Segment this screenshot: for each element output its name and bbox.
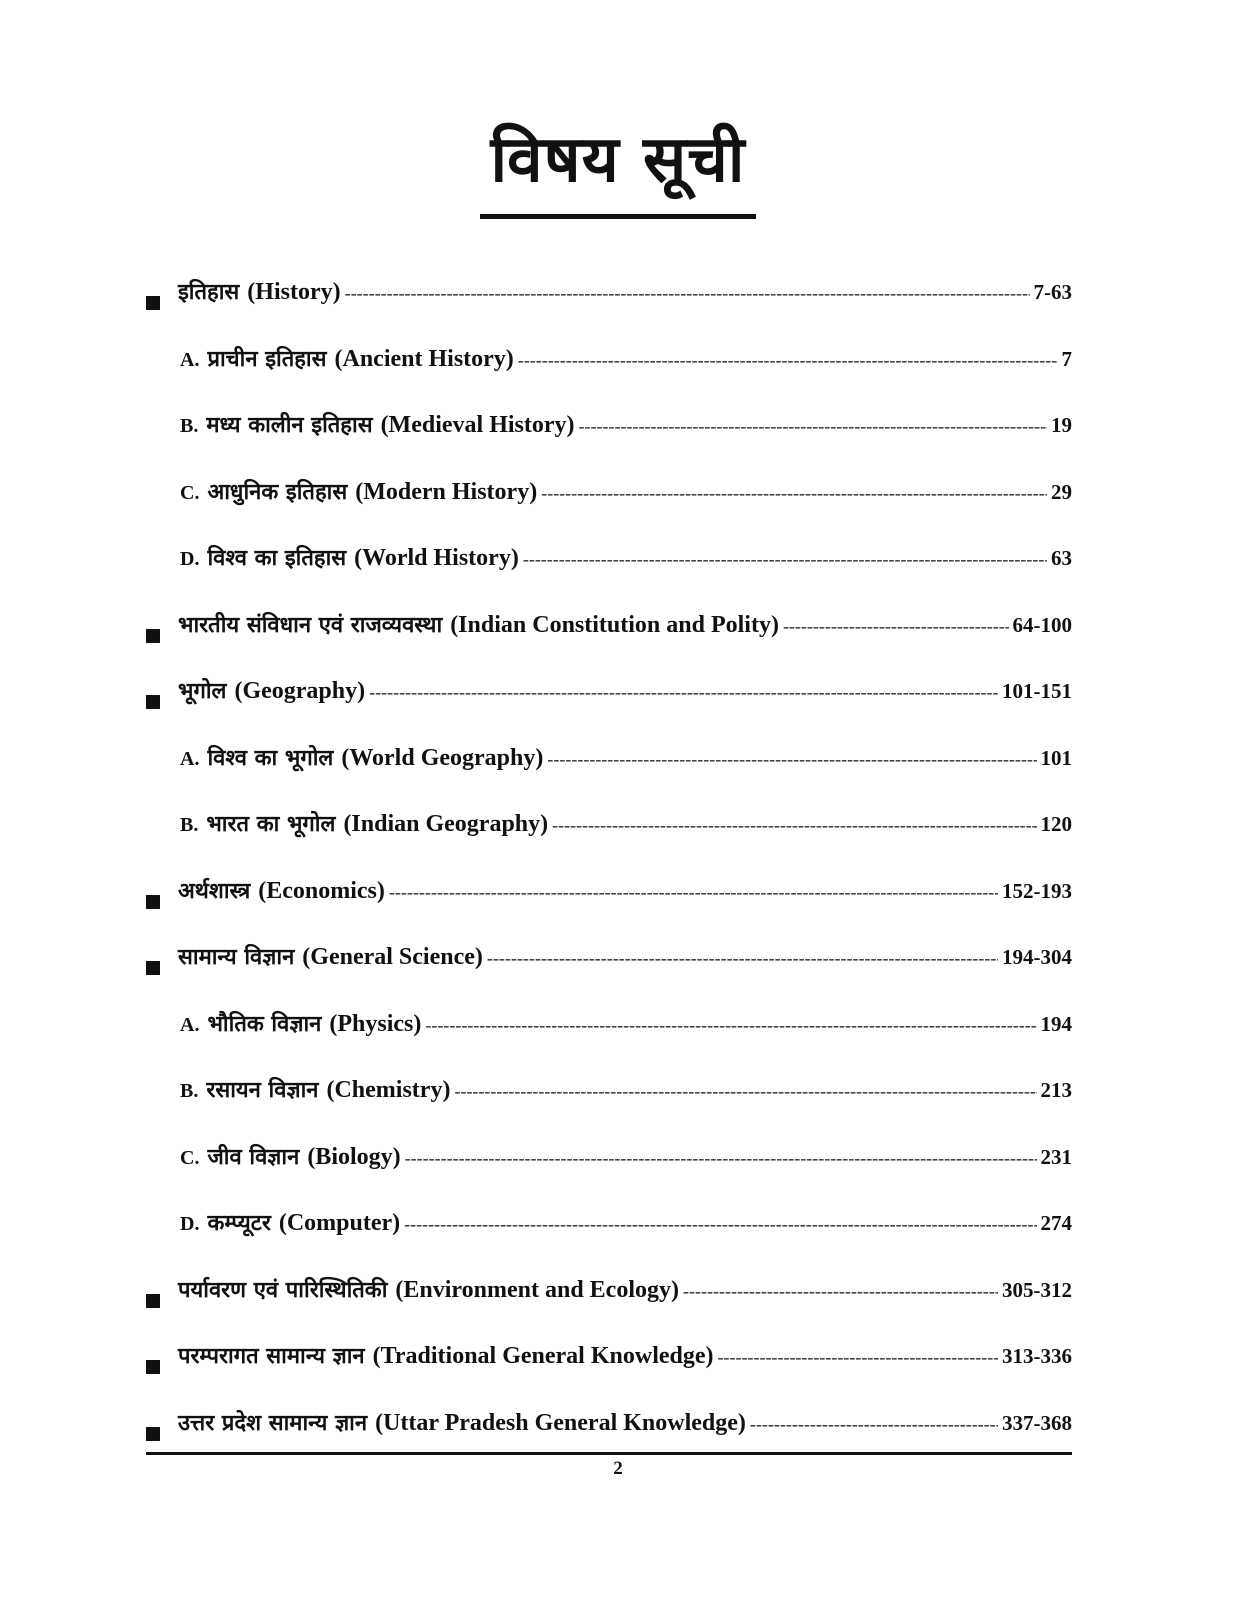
entry-page-range: 152-193 [1002, 878, 1072, 903]
entry-english-title: (Economics) [258, 877, 385, 904]
square-bullet-icon [146, 895, 160, 909]
toc-subsection-entry [146, 1008, 1072, 1075]
footer-divider [146, 1452, 1072, 1455]
entry-letter: A. [180, 747, 200, 770]
entry-page-range: 305-312 [1002, 1277, 1072, 1302]
entry-page-range: 120 [1040, 812, 1072, 836]
toc-section-entry [146, 276, 1072, 343]
toc-subsection-entry [146, 1141, 1072, 1208]
entry-hindi-title: इतिहास [178, 280, 240, 305]
dash-leader [389, 882, 998, 903]
entry-hindi-title: कम्प्यूटर [207, 1211, 271, 1236]
entry-page-range: 7-63 [1033, 280, 1072, 304]
entry-hindi-title: भारतीय संविधान एवं राजव्यवस्था [178, 612, 443, 638]
entry-hindi-title: सामान्य विज्ञान [178, 945, 295, 970]
dash-leader [425, 1015, 1036, 1036]
entry-page-range: 64-100 [1012, 612, 1072, 637]
entry-english-title: (General Science) [302, 944, 483, 970]
toc-subsection-entry [146, 1207, 1072, 1274]
toc-subsection-entry [146, 476, 1072, 543]
entry-english-title: (Indian Constitution and Polity) [450, 611, 779, 638]
entry-letter: C. [180, 481, 200, 504]
dash-leader [547, 749, 1036, 770]
entry-page-range: 194-304 [1002, 945, 1072, 969]
toc-section-entry [146, 875, 1072, 942]
entry-page-range: 313-336 [1002, 1344, 1072, 1368]
entry-english-title: (Physics) [329, 1010, 422, 1037]
entry-page-range: 231 [1040, 1144, 1072, 1169]
entry-english-title: (History) [247, 279, 341, 305]
dash-leader [523, 549, 1047, 570]
square-bullet-icon [146, 695, 160, 709]
entry-page-range: 337-368 [1002, 1410, 1072, 1435]
entry-hindi-title: विश्व का इतिहास [207, 546, 347, 571]
square-bullet-icon [146, 1294, 160, 1308]
dash-leader [404, 1214, 1036, 1235]
entry-english-title: (Uttar Pradesh General Knowledge) [375, 1409, 746, 1436]
title-wrapper [0, 123, 1236, 219]
toc-section-entry [146, 675, 1072, 742]
entry-english-title: (World History) [354, 545, 519, 571]
toc-subsection-entry [146, 542, 1072, 609]
entry-english-title: (Geography) [234, 678, 366, 704]
dash-leader [718, 1347, 998, 1368]
entry-page-range: 7 [1061, 346, 1072, 371]
entry-letter: A. [180, 348, 200, 371]
dash-leader [683, 1281, 998, 1302]
dash-leader [579, 416, 1047, 437]
entry-hindi-title: भौतिक विज्ञान [207, 1011, 322, 1037]
page-number: 2 [613, 1458, 623, 1479]
entry-letter: D. [180, 1213, 200, 1235]
entry-hindi-title: पर्यावरण एवं पारिस्थितिकी [178, 1277, 388, 1303]
entry-letter: D. [180, 548, 200, 570]
entry-hindi-title: मध्य कालीन इतिहास [206, 413, 373, 438]
dash-leader [518, 350, 1058, 371]
toc-subsection-entry [146, 742, 1072, 809]
entry-hindi-title: प्राचीन इतिहास [207, 346, 327, 372]
entry-letter: A. [180, 1013, 200, 1036]
entry-hindi-title: जीव विज्ञान [207, 1144, 300, 1170]
entry-page-range: 194 [1040, 1011, 1072, 1036]
dash-leader [345, 283, 1030, 304]
entry-english-title: (Modern History) [355, 478, 538, 505]
entry-page-range: 29 [1051, 479, 1072, 504]
entry-english-title: (World Geography) [341, 744, 544, 771]
entry-english-title: (Medieval History) [380, 412, 575, 438]
entry-english-title: (Biology) [307, 1143, 401, 1170]
square-bullet-icon [146, 1427, 160, 1441]
toc-subsection-entry [146, 808, 1072, 875]
dash-leader [369, 682, 998, 703]
entry-letter: B. [180, 814, 199, 836]
dash-leader [783, 616, 1009, 637]
square-bullet-icon [146, 629, 160, 643]
toc-subsection-entry [146, 343, 1072, 410]
toc-section-entry [146, 941, 1072, 1008]
entry-letter: B. [180, 1080, 199, 1102]
dash-leader [541, 483, 1047, 504]
entry-english-title: (Indian Geography) [343, 811, 549, 837]
dash-leader [552, 815, 1036, 836]
entry-hindi-title: रसायन विज्ञान [206, 1078, 319, 1103]
entry-page-range: 101 [1040, 745, 1072, 770]
toc-section-entry [146, 1340, 1072, 1407]
entry-english-title: (Environment and Ecology) [395, 1276, 679, 1303]
entry-english-title: (Chemistry) [326, 1077, 451, 1103]
entry-hindi-title: अर्थशास्त्र [178, 878, 251, 904]
entry-english-title: (Computer) [278, 1210, 401, 1236]
dash-leader [487, 948, 998, 969]
table-of-contents [146, 276, 1072, 1473]
square-bullet-icon [146, 961, 160, 975]
toc-subsection-entry [146, 1074, 1072, 1141]
entry-hindi-title: विश्व का भूगोल [207, 745, 334, 771]
entry-letter: C. [180, 1146, 200, 1169]
toc-section-entry [146, 609, 1072, 676]
dash-leader [750, 1414, 998, 1435]
entry-english-title: (Ancient History) [334, 345, 514, 372]
toc-section-entry [146, 1274, 1072, 1341]
entry-page-range: 213 [1040, 1078, 1072, 1102]
entry-page-range: 63 [1051, 546, 1072, 570]
dash-leader [405, 1148, 1037, 1169]
square-bullet-icon [146, 296, 160, 310]
entry-hindi-title: भूगोल [178, 679, 227, 704]
dash-leader [454, 1081, 1036, 1102]
entry-page-range: 274 [1040, 1211, 1072, 1235]
entry-hindi-title: आधुनिक इतिहास [207, 479, 348, 505]
entry-hindi-title: परम्परागत सामान्य ज्ञान [178, 1344, 365, 1369]
square-bullet-icon [146, 1360, 160, 1374]
entry-english-title: (Traditional General Knowledge) [372, 1343, 714, 1369]
entry-page-range: 101-151 [1002, 679, 1072, 703]
entry-hindi-title: भारत का भूगोल [206, 812, 336, 837]
page-title: विषय सूची [480, 128, 755, 219]
toc-subsection-entry [146, 409, 1072, 476]
entry-hindi-title: उत्तर प्रदेश सामान्य ज्ञान [178, 1410, 368, 1436]
entry-letter: B. [180, 415, 199, 437]
entry-page-range: 19 [1051, 413, 1072, 437]
